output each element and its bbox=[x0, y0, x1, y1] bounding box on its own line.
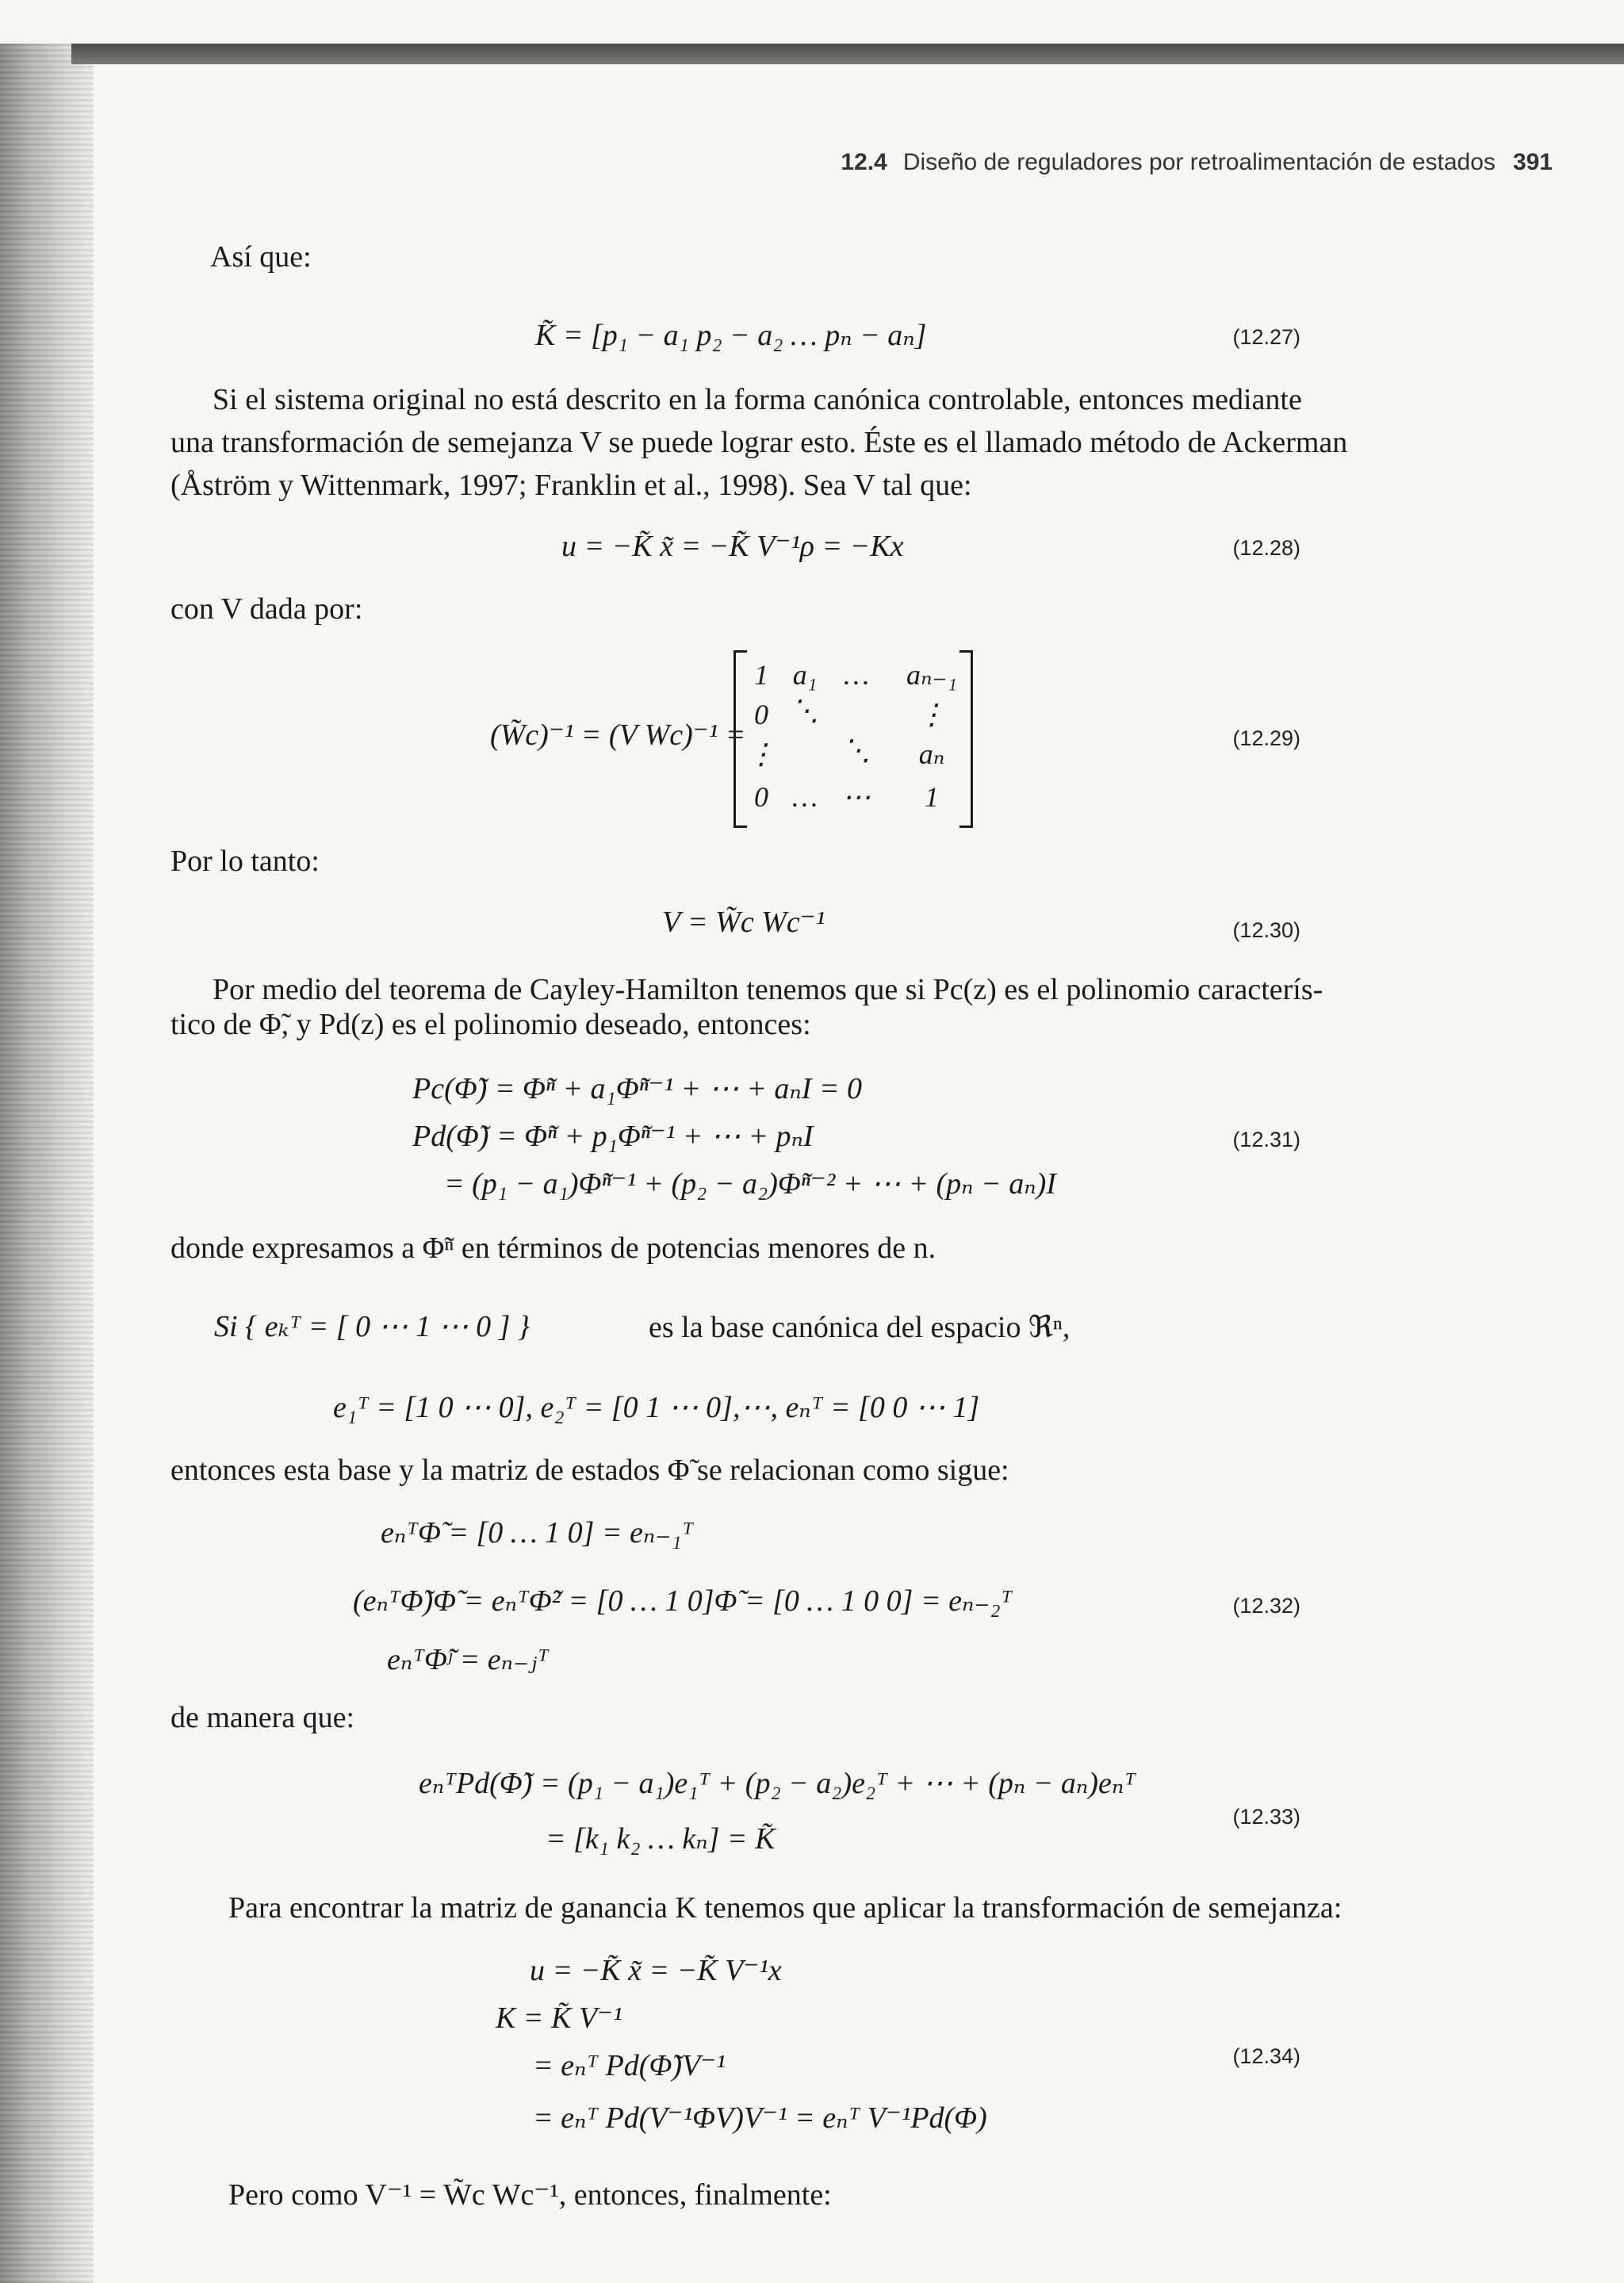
page-number: 391 bbox=[1512, 149, 1553, 175]
paragraph-entonces: entonces esta base y la matriz de estados Φ̃ se relacionan como sigue: bbox=[170, 1454, 1009, 1487]
equation-12-31-line-1: Pc(Φ̃) = Φ̃ⁿ + a₁Φ̃ⁿ⁻¹ + ⋯ + aₙI = 0 bbox=[412, 1072, 863, 1105]
paragraph-con-v: con V dada por: bbox=[170, 592, 363, 626]
matrix-cell: ⋱ bbox=[791, 695, 819, 726]
equation-12-34-line-1: u = −K̃ x̃ = −K̃ V⁻¹x bbox=[530, 1954, 782, 1987]
matrix-cell: 0 bbox=[754, 699, 768, 730]
equation-number-12-32: (12.32) bbox=[1232, 1594, 1300, 1618]
matrix-cell: a₁ bbox=[792, 659, 818, 691]
basis-definition: Si { eₖᵀ = [ 0 ⋯ 1 ⋯ 0 ] } bbox=[214, 1310, 530, 1343]
equation-12-31-line-3: = (p₁ − a₁)Φ̃ⁿ⁻¹ + (p₂ − a₂)Φ̃ⁿ⁻² + ⋯ + (pₙ − aₙ)I bbox=[444, 1167, 1056, 1201]
equation-number-12-29: (12.29) bbox=[1232, 726, 1300, 750]
matrix-cell: ⋮ bbox=[747, 738, 776, 770]
paragraph-line: (Åström y Wittenmark, 1997; Franklin et al., 1998). Sea V tal que: bbox=[170, 469, 972, 502]
equation-12-32-line-2: (eₙᵀΦ̃)Φ̃ = eₙᵀΦ̃² = [0 … 1 0]Φ̃ = [0 … 1 0 0] = eₙ₋₂ᵀ bbox=[353, 1584, 1013, 1618]
paragraph-de-manera: de manera que: bbox=[170, 1701, 355, 1734]
matrix-cell: … bbox=[791, 781, 818, 813]
paragraph-base-canonica: es la base canónica del espacio ℜⁿ, bbox=[649, 1311, 1071, 1344]
equation-number-12-31: (12.31) bbox=[1232, 1128, 1300, 1151]
matrix-cell: aₙ bbox=[918, 738, 945, 770]
equation-12-32-line-3: eₙᵀΦ̃ʲ = eₙ₋ⱼᵀ bbox=[387, 1643, 549, 1676]
equation-number-12-30: (12.30) bbox=[1232, 918, 1300, 942]
section-title: Diseño de reguladores por retroalimentación de estados bbox=[902, 149, 1496, 175]
equation-12-29-lhs: (W̃c)⁻¹ = (V Wc)⁻¹ = bbox=[490, 718, 746, 752]
matrix-cell: aₙ₋₁ bbox=[906, 659, 958, 691]
basis-list: e₁ᵀ = [1 0 ⋯ 0], e₂ᵀ = [0 1 ⋯ 0],⋯, eₙᵀ = [0 0 ⋯ 1] bbox=[333, 1391, 980, 1424]
matrix-cell: … bbox=[843, 659, 869, 691]
matrix-cell: 1 bbox=[754, 659, 768, 691]
equation-number-12-33: (12.33) bbox=[1232, 1805, 1300, 1829]
equation-12-33-line-1: eₙᵀPd(Φ̃) = (p₁ − a₁)e₁ᵀ + (p₂ − a₂)e₂ᵀ + ⋯ + (pₙ − aₙ)eₙᵀ bbox=[419, 1767, 1136, 1800]
equation-12-27: K̃ = [p₁ − a₁ p₂ − a₂ … pₙ − aₙ] bbox=[535, 319, 927, 352]
paragraph-asi-que: Así que: bbox=[210, 240, 312, 274]
equation-12-28: u = −K̃ x̃ = −K̃ V⁻¹ρ = −Kx bbox=[561, 530, 904, 563]
paragraph-donde: donde expresamos a Φ̃ⁿ en términos de potencias menores de n. bbox=[170, 1232, 936, 1265]
top-edge-shadow bbox=[71, 44, 1624, 64]
equation-number-12-28: (12.28) bbox=[1232, 536, 1300, 560]
section-number: 12.4 bbox=[841, 149, 887, 175]
running-header bbox=[841, 149, 1553, 176]
matrix-cell: 1 bbox=[925, 781, 939, 813]
matrix-cell: 0 bbox=[754, 781, 768, 813]
paragraph-por-lo-tanto: Por lo tanto: bbox=[170, 845, 320, 878]
matrix-cell: ⋯ bbox=[842, 781, 871, 813]
paragraph-line: tico de Φ̃, y Pd(z) es el polinomio deseado, entonces: bbox=[170, 1008, 811, 1041]
equation-12-34-line-4: = eₙᵀ Pd(V⁻¹ΦV)V⁻¹ = eₙᵀ V⁻¹Pd(Φ) bbox=[533, 2101, 987, 2135]
equation-12-30: V = W̃c Wc⁻¹ bbox=[662, 906, 825, 939]
equation-number-12-27: (12.27) bbox=[1232, 325, 1300, 349]
paragraph-pero-como: Pero como V⁻¹ = W̃c Wc⁻¹, entonces, finalmente: bbox=[228, 2178, 832, 2212]
paragraph-line: Si el sistema original no está descrito en la forma canónica controlable, entonces mediante bbox=[213, 383, 1302, 416]
equation-number-12-34: (12.34) bbox=[1232, 2044, 1300, 2068]
equation-12-31-line-2: Pd(Φ̃) = Φ̃ⁿ + p₁Φ̃ⁿ⁻¹ + ⋯ + pₙI bbox=[412, 1120, 814, 1153]
equation-12-33-line-2: = [k₁ k₂ … kₙ] = K̃ bbox=[546, 1822, 776, 1856]
paragraph-line: una transformación de semejanza V se puede lograr esto. Éste es el llamado método de Ackerman bbox=[170, 426, 1348, 459]
page-binding-shadow bbox=[0, 44, 94, 2283]
equation-12-32-line-1: eₙᵀΦ̃ = [0 … 1 0] = eₙ₋₁ᵀ bbox=[381, 1516, 694, 1549]
equation-12-34-line-3: = eₙᵀ Pd(Φ̃)V⁻¹ bbox=[533, 2049, 726, 2082]
paragraph-line: Por medio del teorema de Cayley-Hamilton tenemos que si Pc(z) es el polinomio caracterís- bbox=[213, 973, 1323, 1006]
matrix-cell: ⋮ bbox=[917, 699, 946, 730]
paragraph-para-encontrar: Para encontrar la matriz de ganancia K tenemos que aplicar la transformación de semejanza: bbox=[228, 1891, 1342, 1925]
equation-12-34-line-2: K = K̃ V⁻¹ bbox=[496, 2001, 622, 2035]
matrix-cell: ⋱ bbox=[842, 734, 871, 766]
